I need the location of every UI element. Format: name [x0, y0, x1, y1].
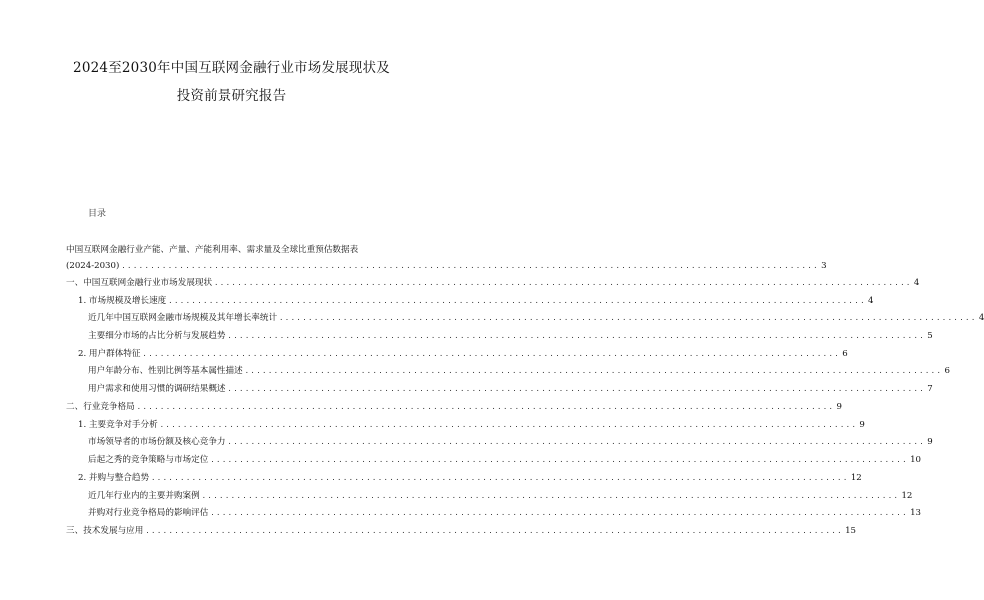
toc-entry[interactable] — [88, 366, 950, 377]
toc-leader-dots: ........................................................................................................................ — [159, 421, 858, 429]
toc-entry-page: 4 — [868, 296, 874, 306]
toc-entry-label: 近几年中国互联网金融市场规模及其年增长率统计 — [88, 313, 278, 323]
toc-heading: 目录 — [88, 209, 107, 219]
toc-leader-dots: ........................................................................................................................ — [168, 297, 867, 305]
toc-leader-dots: ........................................................................................................................ — [227, 438, 926, 446]
toc-leader-dots: ........................................................................................................................ — [145, 527, 844, 535]
toc-entry[interactable] — [78, 473, 862, 484]
toc-entry-label: 二、行业竞争格局 — [66, 402, 135, 412]
toc-leader-dots: ........................................................................................................................ — [279, 314, 977, 322]
toc-leader-dots: ........................................................................................................................ — [227, 385, 926, 393]
toc-entry-page: 6 — [944, 366, 950, 376]
toc-entry-label: 后起之秀的竞争策略与市场定位 — [88, 455, 209, 465]
toc-entry-page: 3 — [821, 261, 827, 271]
toc-entry-label: 1. 主要竞争对手分析 — [78, 420, 158, 430]
toc-entry[interactable] — [78, 296, 874, 307]
toc-entry-page: 4 — [913, 278, 920, 288]
toc-entry-label: 1. 市场规模及增长速度 — [78, 296, 167, 306]
document-title-line1: 2024至2030年中国互联网金融行业市场发展现状及 — [73, 60, 390, 76]
toc-entry-label: (2024-2030) — [66, 261, 120, 271]
toc-leader-dots: ........................................................................................................................ — [210, 456, 909, 464]
toc-entry-page: 13 — [910, 508, 921, 518]
toc-leader-dots: ........................................................................................................................ — [214, 279, 912, 287]
toc-entry[interactable] — [88, 455, 921, 466]
document-title-line2: 投资前景研究报告 — [176, 88, 287, 104]
toc-entry-page: 6 — [842, 349, 848, 359]
toc-entry[interactable] — [88, 313, 984, 324]
toc-entry-page: 5 — [927, 331, 933, 341]
toc-leader-dots: ........................................................................................................................ — [142, 350, 841, 358]
toc-entry[interactable] — [88, 331, 933, 342]
toc-entry-page: 9 — [836, 402, 842, 412]
toc-entry-label: 2. 用户群体特征 — [78, 349, 141, 359]
toc-entry-page: 10 — [910, 455, 921, 465]
toc-entry[interactable] — [88, 437, 933, 448]
toc-entry-page: 15 — [845, 526, 857, 536]
toc-entry[interactable] — [78, 349, 848, 360]
toc-entry-label: 用户需求和使用习惯的调研结果概述 — [88, 384, 226, 394]
toc-entry[interactable] — [66, 278, 920, 289]
toc-leader-dots: ........................................................................................................................ — [227, 332, 926, 340]
toc-entry[interactable] — [66, 526, 857, 537]
toc-entry-page: 9 — [927, 437, 933, 447]
toc-leader-dots: ........................................................................................................................ — [151, 474, 849, 482]
toc-entry[interactable] — [88, 384, 933, 395]
toc-entry-label: 并购对行业竞争格局的影响评估 — [88, 508, 209, 518]
toc-entry[interactable] — [78, 420, 865, 431]
toc-entry-page: 12 — [850, 473, 862, 483]
toc-entry-page: 7 — [927, 384, 933, 394]
toc-entry-label: 用户年龄分布、性别比例等基本属性描述 — [88, 366, 243, 376]
toc-entry[interactable] — [66, 261, 827, 272]
toc-leader-dots: ........................................................................................................................ — [244, 367, 943, 375]
toc-entry-label: 市场领导者的市场份额及核心竞争力 — [88, 437, 226, 447]
toc-entry-label: 2. 并购与整合趋势 — [78, 473, 150, 483]
toc-leader-dots: ........................................................................................................................ — [201, 492, 900, 500]
toc-entry-label: 近几年行业内的主要并购案例 — [88, 491, 200, 501]
toc-entry[interactable] — [88, 491, 913, 502]
toc-entry-page: 12 — [901, 491, 913, 501]
toc-entry-label: 主要细分市场的占比分析与发展趋势 — [88, 331, 226, 341]
toc-entry[interactable] — [66, 402, 842, 413]
toc-entry[interactable] — [88, 508, 921, 519]
toc-leader-dots: ........................................................................................................................ — [136, 403, 835, 411]
toc-entry-page: 4 — [978, 313, 984, 323]
toc-leader-dots: ........................................................................................................................ — [210, 509, 909, 517]
toc-leader-dots: ........................................................................................................................ — [121, 262, 820, 270]
toc-entry-page: 9 — [859, 420, 865, 430]
toc-entry-label: 一、中国互联网金融行业市场发展现状 — [66, 278, 213, 288]
toc-intro-line: 中国互联网金融行业产能、产量、产能利用率、需求量及全球比重预估数据表 — [66, 245, 359, 255]
toc-entry-label: 三、技术发展与应用 — [66, 526, 144, 536]
